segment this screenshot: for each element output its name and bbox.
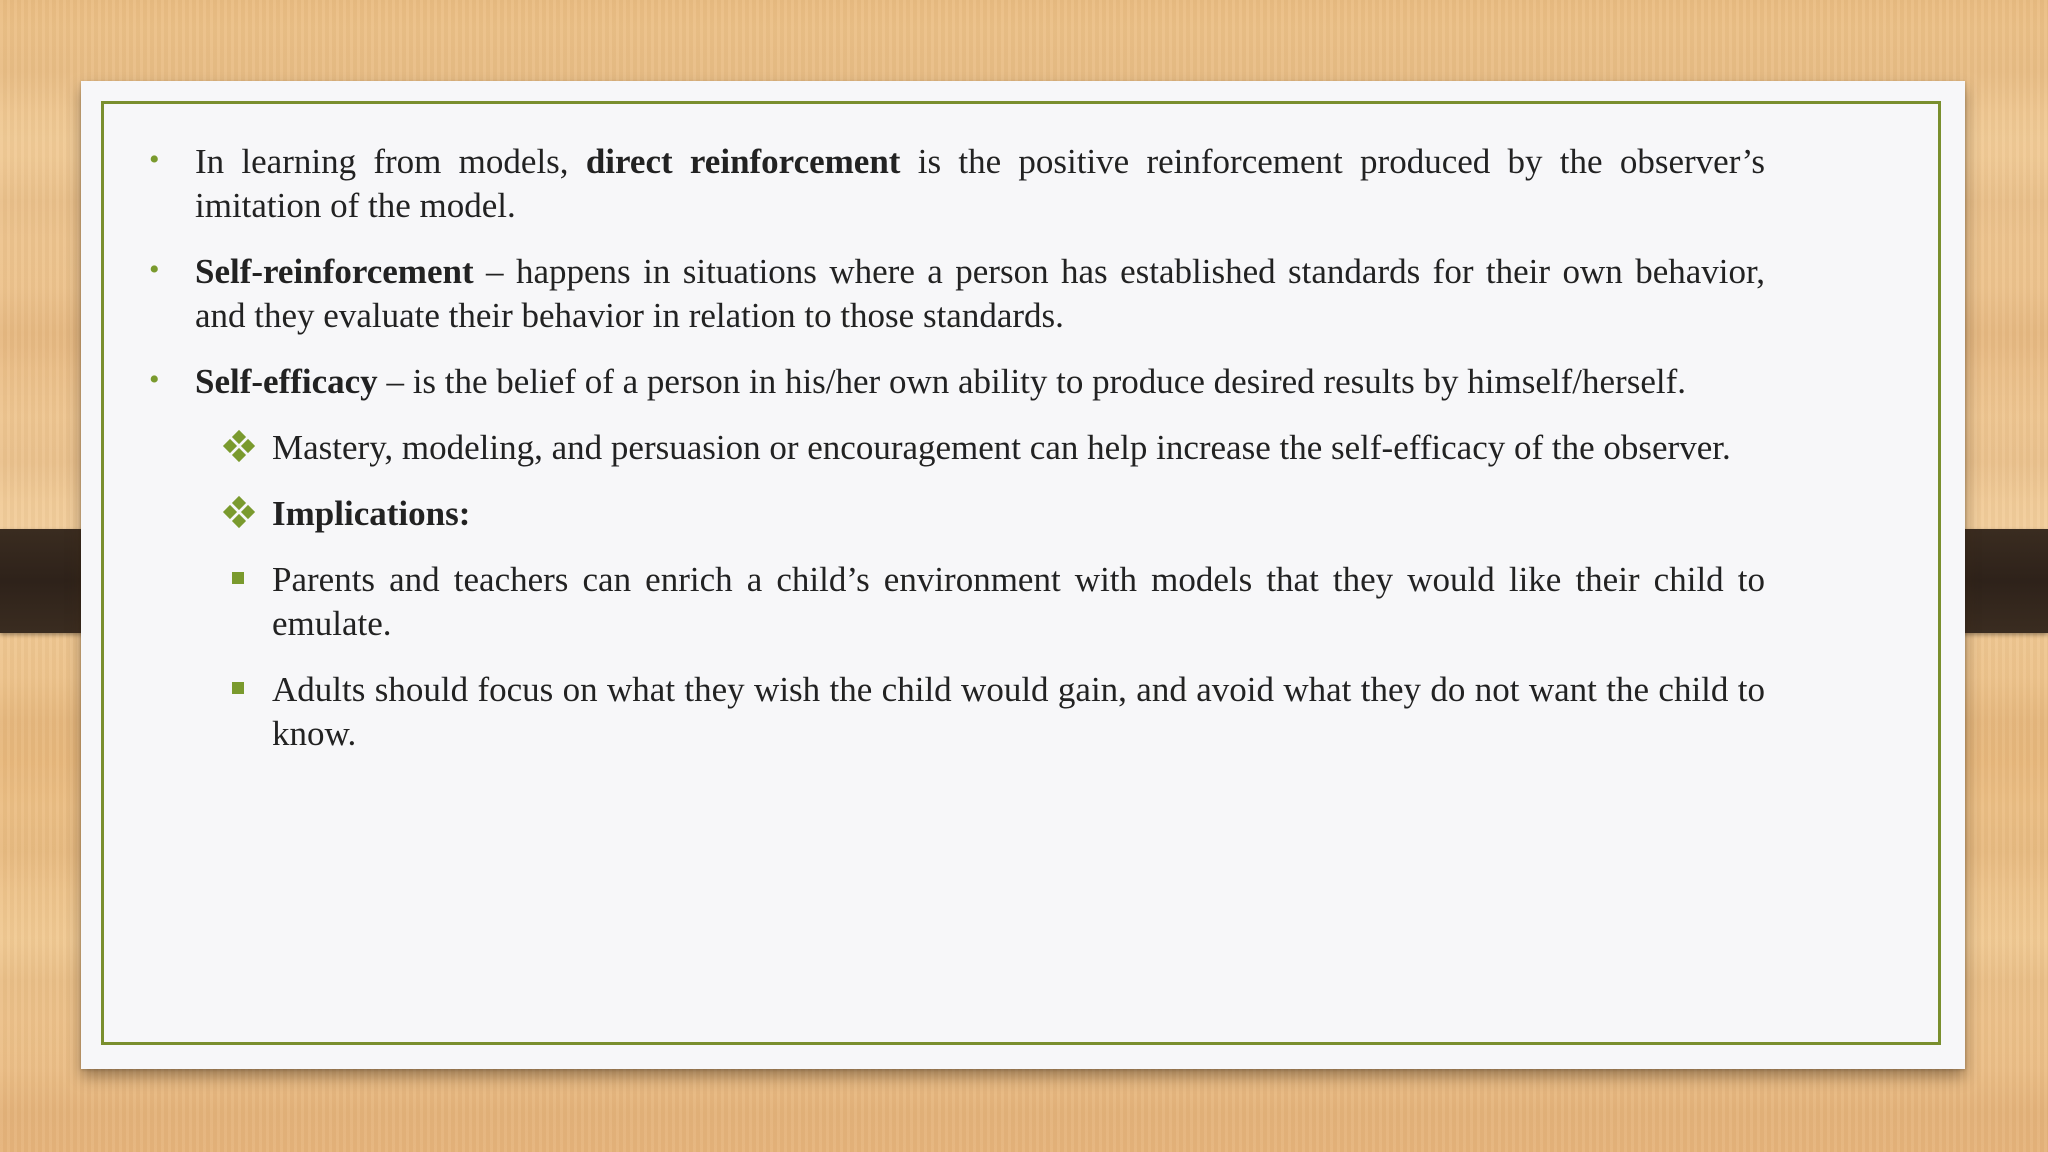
- four-diamond-bullet-icon: [225, 498, 253, 526]
- bullet-item-self-reinforcement: [149, 250, 1765, 338]
- bullet-item-self-efficacy: [149, 360, 1765, 404]
- bullet-text-bold: Self-efficacy: [195, 362, 378, 401]
- bullet-text: Parents and teachers can enrich a child’s environment with models that they would like their child to emulate.: [272, 560, 1765, 643]
- bullet-text: Mastery, modeling, and persuasion or encouragement can help increase the self-efficacy of the observer.: [272, 428, 1731, 467]
- dot-bullet-icon: •: [149, 253, 160, 286]
- bullet-list: [149, 140, 1765, 778]
- bullet-text-bold: Self-reinforcement: [195, 252, 474, 291]
- bullet-text-pre: In learning from models,: [195, 142, 586, 181]
- bullet-text-bold: direct reinforcement: [585, 142, 901, 181]
- sub-bullet-item-parents-teachers: [195, 558, 1765, 646]
- square-bullet-icon: [232, 682, 244, 694]
- four-diamond-bullet-icon: [225, 432, 253, 460]
- square-bullet-icon: [232, 572, 244, 584]
- sub-bullet-item-adults: [195, 668, 1765, 756]
- bullet-text-post: – is the belief of a person in his/her own ability to produce desired results by himself/herself.: [377, 362, 1686, 401]
- dot-bullet-icon: •: [149, 143, 160, 176]
- bullet-item-direct-reinforcement: [149, 140, 1765, 228]
- bullet-text-post: – happens in situations where a person has established standards for their own behavior, and they evaluate their behavior in relation to those standards.: [195, 252, 1765, 335]
- bullet-text-post: is the positive reinforcement produced by the observer’s imitation of the model.: [195, 142, 1765, 225]
- sub-bullet-item-mastery: [195, 426, 1765, 470]
- bullet-text-bold: Implications:: [272, 494, 471, 533]
- dot-bullet-icon: •: [149, 363, 160, 396]
- sub-bullet-item-implications: [195, 492, 1765, 536]
- bullet-text: Adults should focus on what they wish the child would gain, and avoid what they do not want the child to know.: [272, 670, 1765, 753]
